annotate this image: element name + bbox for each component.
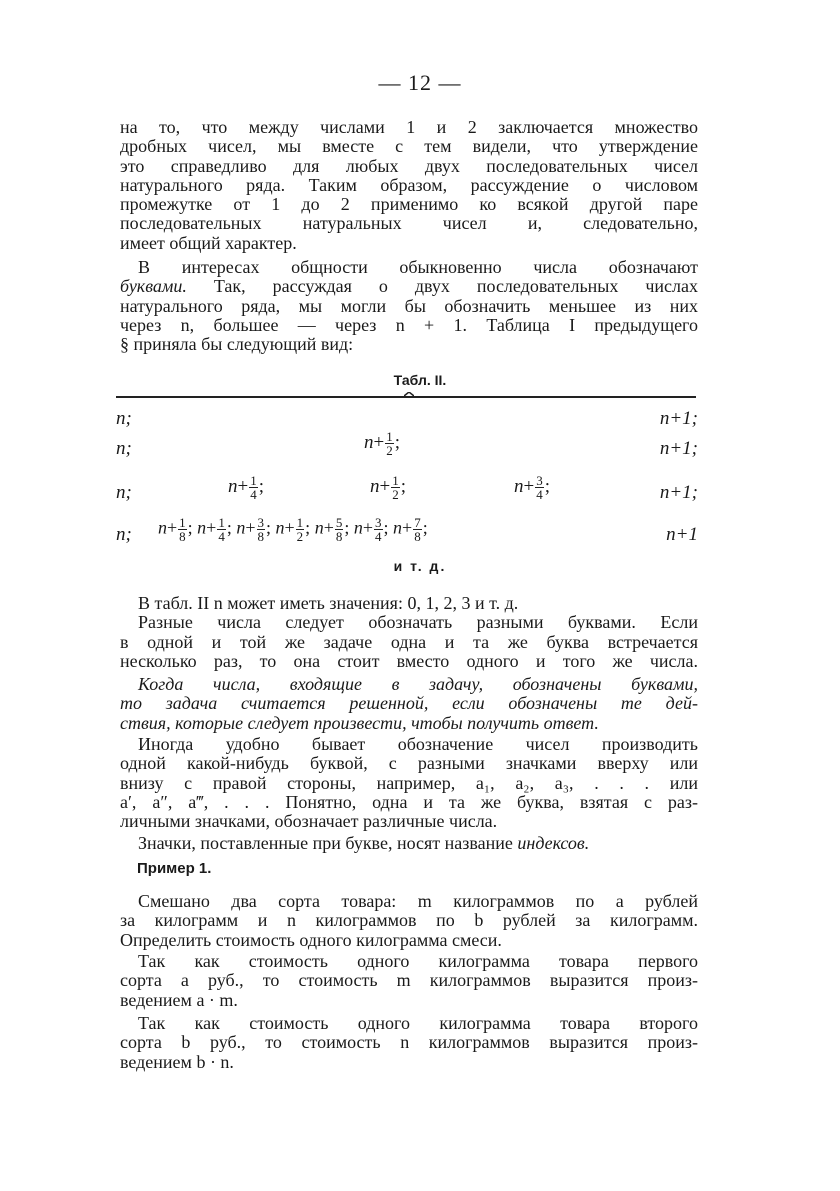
paragraph-values <box>120 594 698 671</box>
fraction <box>257 516 266 543</box>
fraction <box>335 516 344 543</box>
semicolon: ; <box>400 475 406 497</box>
fraction-numerator: 3 <box>375 515 382 530</box>
plus-sign: + <box>362 517 374 538</box>
fraction-numerator: 7 <box>414 515 421 530</box>
text-line: Определить стоимость одного килограмма смеси. <box>120 929 502 950</box>
fraction-denominator: 2 <box>386 443 393 458</box>
table-caption: Табл. II. <box>393 372 447 388</box>
plus-sign: + <box>402 517 413 538</box>
paragraph-rule-italic <box>120 675 698 733</box>
semicolon: ; <box>544 475 550 497</box>
paragraph-intro <box>120 118 698 253</box>
fraction-numerator: 1 <box>179 515 186 530</box>
text-line: В табл. II n может иметь значения: 0, 1, 2, 3 и т. д. <box>138 593 519 613</box>
semicolon: ; <box>394 431 400 453</box>
text-line: личными значками, обозначает различные числа. <box>120 811 498 832</box>
text-line: в одной и той же задаче одна и та же буква встречается <box>120 631 698 652</box>
paragraph-second-sort <box>120 1014 698 1072</box>
paragraph-letters <box>120 258 698 354</box>
plus-sign: + <box>323 517 334 538</box>
paragraph-first-sort <box>120 952 698 1010</box>
text-line: дробных чисел, мы вместе с тем видели, что утверждение <box>120 136 698 157</box>
text-line: ведением b · n. <box>120 1051 234 1072</box>
text-line: имеет общий характер. <box>120 232 297 253</box>
text-line: Так как стоимость одного килограмма товара второго <box>138 1013 698 1033</box>
fraction-sequence: n+ $\frac{1}{8}$ ; n+ $\frac{1}{4}$ ; n+ $\frac{3}{8}$ ; n+ $\frac{1}{2}$ ; n+ $\frac{5}{8}$ ; n+ $\frac{3}{4}$ ; n+ $\frac{7}{8}$ ; <box>158 515 428 544</box>
italic-term: буквами. <box>120 276 187 297</box>
text-line: через n, большее — через n + 1. Таблица I предыдущего <box>120 314 698 335</box>
fraction-term: n+ $\frac{1}{2}$ ; <box>370 473 406 502</box>
text-line: В интересах общности обыкновенно числа обозначают <box>138 257 698 277</box>
fraction-denominator: 8 <box>257 529 264 544</box>
text-line: последовательных натуральных чисел и, следовательно, <box>120 213 698 234</box>
plus-sign: + <box>523 475 535 497</box>
row-last-value: n+1; <box>659 482 698 503</box>
fraction <box>374 516 383 543</box>
fraction <box>296 516 305 543</box>
paragraph-example-task <box>120 892 698 950</box>
fraction-denominator: 4 <box>375 529 382 544</box>
text-line <box>120 277 698 296</box>
text-line: § приняла бы следующий вид: <box>120 334 354 355</box>
fraction-numerator: 1 <box>392 473 399 488</box>
row-last-value: n+1 <box>666 524 698 545</box>
fraction <box>535 474 544 501</box>
row-label: n; <box>116 438 132 459</box>
semicolon: ; <box>266 517 272 538</box>
text-line: Так как стоимость одного килограмма товара первого <box>138 951 698 971</box>
semicolon: ; <box>305 517 311 538</box>
example-heading: Пример 1. <box>137 860 212 877</box>
text-line: на то, что между числами 1 и 2 заключается множество <box>120 117 698 137</box>
text-line: Смешано два сорта товара: m килограммов по a рублей <box>138 891 698 911</box>
fraction-numerator: 3 <box>536 473 543 488</box>
row-last-value: n+1; <box>659 438 698 459</box>
fraction-term: n+ $\frac{1}{2}$ ; <box>364 429 400 458</box>
fraction-numerator: 1 <box>250 473 257 488</box>
text-line: натурального ряда. Таким образом, рассуждение о числовом <box>120 174 698 195</box>
fraction-numerator: 1 <box>296 515 304 530</box>
text-line: сорта b руб., то стоимость n килограммов выразится произ- <box>120 1032 698 1053</box>
text-line: это справедливо для любых двух последовательных чисел <box>120 155 698 176</box>
plus-sign: + <box>245 517 256 538</box>
plus-sign: + <box>373 431 385 453</box>
text-span: Значки, поставленные при букве, носят название <box>138 833 518 853</box>
text-line: Когда числа, входящие в задачу, обозначены буквами, <box>138 674 698 694</box>
row-last-value: n+1; <box>659 408 698 429</box>
text-line: ведением a · m. <box>120 989 238 1010</box>
row-label: n; <box>116 524 132 545</box>
semicolon: ; <box>258 475 264 497</box>
semicolon: ; <box>187 517 193 538</box>
fraction-denominator: 4 <box>250 487 257 502</box>
rule-tick <box>404 392 414 398</box>
semicolon: ; <box>226 517 232 538</box>
text-line: Иногда удобно бывает обозначение чисел производить <box>138 734 698 754</box>
fraction-numerator: 1 <box>386 429 393 444</box>
fraction-denominator: 8 <box>414 529 421 544</box>
plus-sign: + <box>284 517 295 538</box>
text-line: внизу с правой стороны, например, a₁, a₂, a₃, . . . или <box>120 772 698 793</box>
fraction-denominator: 8 <box>335 529 343 544</box>
semicolon: ; <box>383 517 389 538</box>
fraction-term: n+ $\frac{1}{4}$ ; <box>228 473 264 502</box>
fraction-denominator: 4 <box>536 487 543 502</box>
plus-sign: + <box>206 517 217 538</box>
plus-sign: + <box>379 475 391 497</box>
text-span: Так, рассуждая о двух последовательных числах <box>186 276 698 297</box>
paragraph-indices <box>120 735 698 831</box>
text-line: натурального ряда, мы могли бы обозначить меньшее из них <box>120 295 698 316</box>
text-line: ствия, которые следует произвести, чтобы получить ответ. <box>120 712 599 733</box>
text-line: за килограмм и n килограммов по b рублей за килограмм. <box>120 910 698 931</box>
fraction-numerator: 1 <box>218 515 225 530</box>
semicolon: ; <box>422 517 428 538</box>
fraction-denominator: 2 <box>296 529 304 544</box>
text-line <box>120 834 698 853</box>
fraction <box>391 474 400 501</box>
fraction <box>178 516 187 543</box>
plus-sign: + <box>167 517 178 538</box>
fraction-numerator: 5 <box>335 515 343 530</box>
fraction <box>413 516 422 543</box>
text-line: несколько раз, то она стоит вместо одного и того же числа. <box>120 650 698 671</box>
page-number: — 12 — <box>378 70 462 95</box>
fraction-term: n+ $\frac{3}{4}$ ; <box>514 473 550 502</box>
text-line: одной какой-нибудь буквой, с разными значками вверху или <box>120 753 698 774</box>
text-line: промежутке от 1 до 2 применимо ко всякой другой паре <box>120 194 698 215</box>
fraction-denominator: 4 <box>218 529 225 544</box>
text-line: сорта a руб., то стоимость m килограммов выразится произ- <box>120 970 698 991</box>
row-label: n; <box>116 408 132 429</box>
text-line: то задача считается решенной, если обозначены те дей- <box>120 693 698 714</box>
plus-sign: + <box>237 475 249 497</box>
row-label: n; <box>116 482 132 503</box>
fraction <box>249 474 258 501</box>
fraction-numerator: 3 <box>257 515 264 530</box>
paragraph-index-term <box>120 834 698 853</box>
text-line: Разные числа следует обозначать разными буквами. Если <box>138 612 698 633</box>
italic-term: индексов. <box>517 833 590 853</box>
fraction <box>385 430 394 457</box>
fraction <box>217 516 226 543</box>
text-line: a′, a″, a‴, . . . Понятно, одна и та же буква, взятая с раз- <box>120 791 698 812</box>
table-etc: и т. д. <box>393 558 447 574</box>
fraction-denominator: 8 <box>179 529 186 544</box>
fraction-denominator: 2 <box>392 487 399 502</box>
semicolon: ; <box>344 517 350 538</box>
